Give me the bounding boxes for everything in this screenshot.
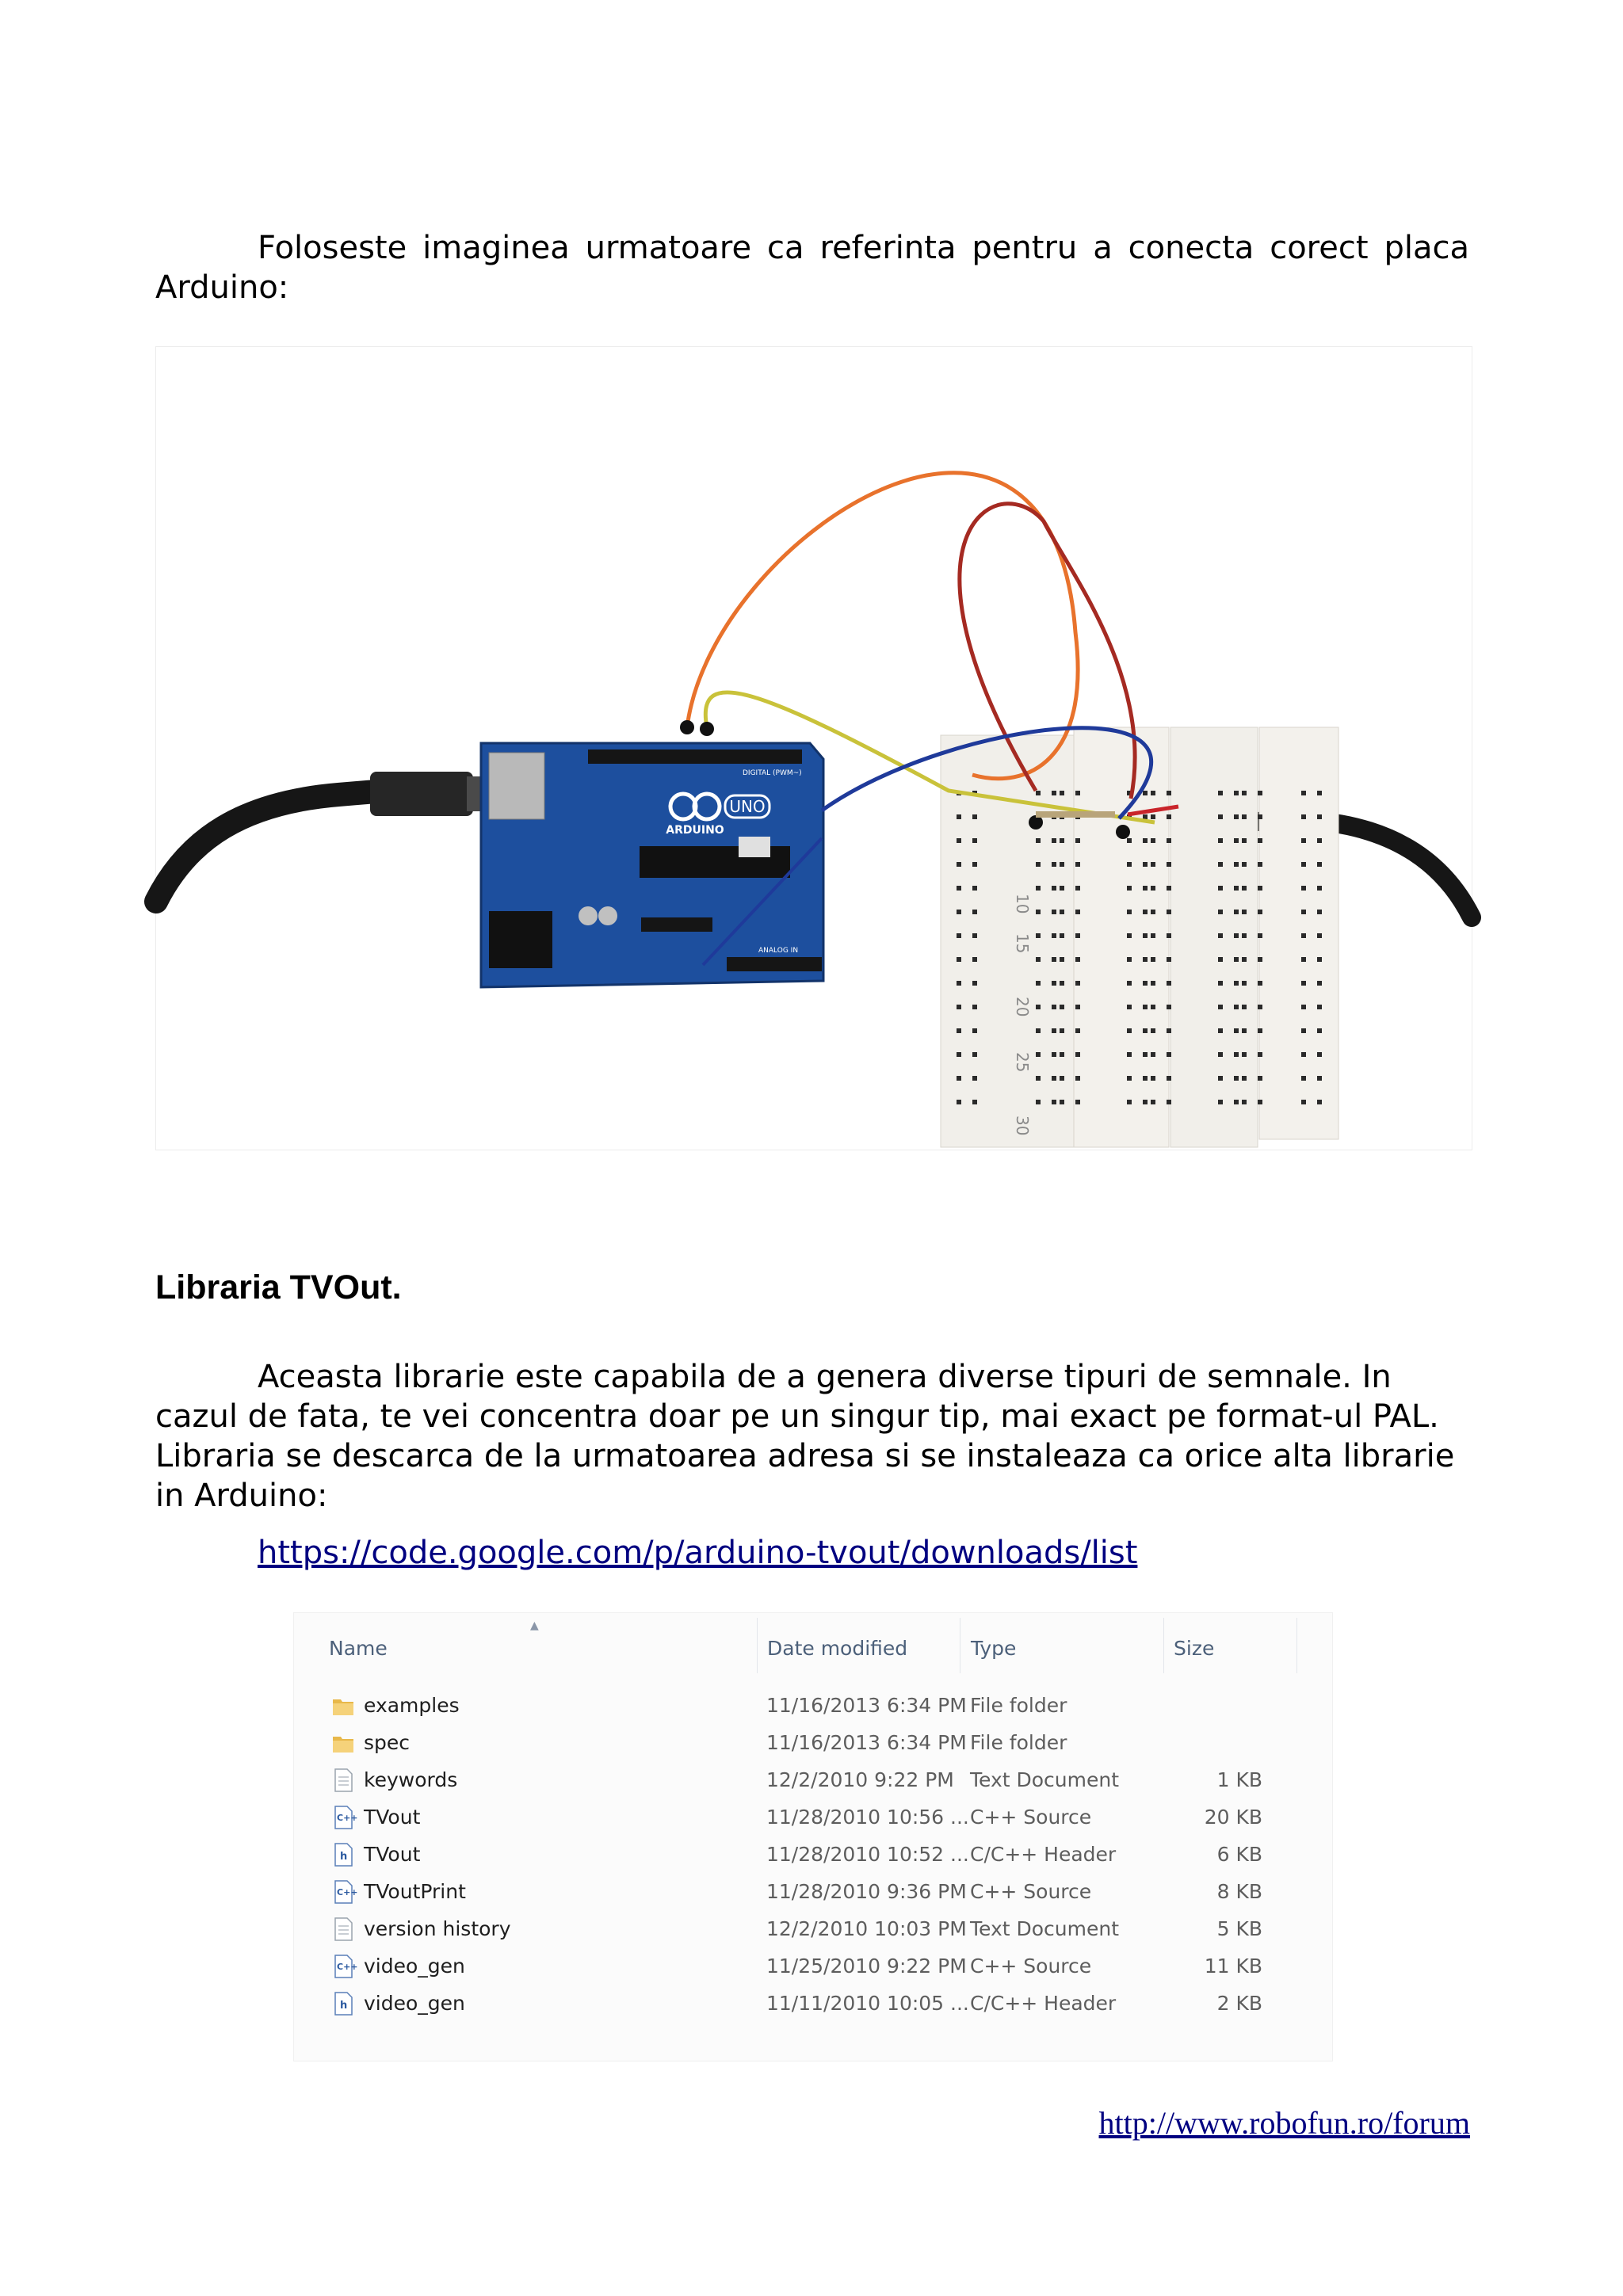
- file-type: File folder: [970, 1694, 1067, 1717]
- file-name: keywords: [364, 1768, 458, 1791]
- header-file-icon: [331, 1842, 355, 1867]
- digital-header-label: DIGITAL (PWM~): [743, 769, 802, 777]
- svg-text:h: h: [340, 1851, 348, 1863]
- sort-ascending-icon: ▲: [530, 1619, 539, 1632]
- file-name: video_gen: [364, 1992, 465, 2015]
- cpp-source-icon: [331, 1879, 358, 1905]
- forum-link[interactable]: http://www.robofun.ro/forum: [1098, 2105, 1470, 2141]
- file-row[interactable]: [294, 1910, 1332, 1947]
- download-link[interactable]: https://code.google.com/p/arduino-tvout/downloads/list: [258, 1535, 1138, 1571]
- text-file-icon: [331, 1768, 355, 1793]
- text-file-icon: [331, 1917, 355, 1942]
- file-type: C/C++ Header: [970, 1992, 1117, 2015]
- file-date: 11/28/2010 10:52 ...: [766, 1843, 969, 1866]
- body-paragraph: Aceasta librarie este capabila de a genera diverse tipuri de semnale. In cazul de fata, te vei concentra doar pe un singur tip, mai exact pe format-ul PAL. Libraria se descarca de la urmatoarea adresa si se instaleaza ca orice alta librarie in Arduino:: [155, 1359, 1455, 1514]
- board-brand-label: ARDUINO: [666, 824, 724, 837]
- file-type: C++ Source: [970, 1955, 1092, 1978]
- file-type: File folder: [970, 1731, 1067, 1754]
- column-header-size[interactable]: Size: [1174, 1637, 1215, 1660]
- file-date: 11/28/2010 9:36 PM: [766, 1880, 967, 1903]
- file-explorer-list: [293, 1612, 1333, 2061]
- file-row[interactable]: [294, 1836, 1332, 1873]
- file-type: Text Document: [970, 1917, 1120, 1940]
- column-header-type[interactable]: Type: [971, 1637, 1017, 1660]
- file-date: 11/28/2010 10:56 ...: [766, 1806, 969, 1829]
- row-number: 25: [1013, 1052, 1032, 1073]
- arduino-board: [481, 743, 823, 987]
- cpp-source-icon: [331, 1954, 358, 1979]
- file-size: 2 KB: [1216, 1992, 1262, 2015]
- column-header-name[interactable]: Name: [329, 1637, 388, 1660]
- row-number: 20: [1013, 997, 1032, 1017]
- file-name: TVoutPrint: [364, 1880, 466, 1903]
- file-name: video_gen: [364, 1955, 465, 1978]
- column-divider[interactable]: [757, 1618, 758, 1673]
- file-row[interactable]: [294, 1798, 1332, 1836]
- file-date: 12/2/2010 10:03 PM: [766, 1917, 967, 1940]
- header-file-icon: [331, 1991, 355, 2016]
- analog-header-label: ANALOG IN: [758, 947, 799, 955]
- file-date: 11/11/2010 10:05 ...: [766, 1992, 969, 2015]
- file-name: version history: [364, 1917, 511, 1940]
- file-type: C++ Source: [970, 1806, 1092, 1829]
- cpp-source-icon: [331, 1805, 358, 1830]
- file-date: 11/16/2013 6:34 PM: [766, 1694, 967, 1717]
- column-divider[interactable]: [1163, 1618, 1164, 1673]
- svg-text:C++: C++: [337, 1887, 358, 1897]
- file-row[interactable]: [294, 1724, 1332, 1761]
- file-type: C/C++ Header: [970, 1843, 1117, 1866]
- file-row[interactable]: [294, 1947, 1332, 1985]
- folder-icon: [331, 1693, 355, 1718]
- intro-paragraph: Foloseste imaginea urmatoare ca referinta pentru a conecta corect placa Arduino:: [155, 230, 1469, 306]
- svg-text:C++: C++: [337, 1962, 358, 1972]
- column-divider[interactable]: [1296, 1618, 1297, 1673]
- section-heading: Libraria TVOut.: [155, 1268, 402, 1306]
- file-size: 20 KB: [1204, 1806, 1262, 1829]
- file-name: TVout: [364, 1806, 421, 1829]
- svg-text:h: h: [340, 2000, 348, 2012]
- file-row[interactable]: [294, 1985, 1332, 2022]
- file-date: 11/16/2013 6:34 PM: [766, 1731, 967, 1754]
- file-date: 11/25/2010 9:22 PM: [766, 1955, 967, 1978]
- file-type: C++ Source: [970, 1880, 1092, 1903]
- file-name: spec: [364, 1731, 411, 1754]
- row-number: 10: [1013, 894, 1032, 914]
- usb-cable: [156, 791, 386, 902]
- usb-plug: [370, 772, 473, 816]
- folder-icon: [331, 1730, 355, 1756]
- file-date: 12/2/2010 9:22 PM: [766, 1768, 954, 1791]
- arduino-wiring-photo: [155, 346, 1472, 1150]
- file-row[interactable]: [294, 1873, 1332, 1910]
- row-number: 15: [1013, 933, 1032, 954]
- file-size: 6 KB: [1216, 1843, 1262, 1866]
- file-size: 11 KB: [1204, 1955, 1262, 1978]
- file-size: 5 KB: [1216, 1917, 1262, 1940]
- file-size: 1 KB: [1216, 1768, 1262, 1791]
- svg-text:C++: C++: [337, 1813, 358, 1823]
- row-number: 30: [1013, 1116, 1032, 1136]
- file-name: TVout: [364, 1843, 421, 1866]
- file-name: examples: [364, 1694, 460, 1717]
- file-row[interactable]: [294, 1687, 1332, 1724]
- board-model-label: UNO: [729, 797, 766, 816]
- file-size: 8 KB: [1216, 1880, 1262, 1903]
- file-type: Text Document: [970, 1768, 1120, 1791]
- file-row[interactable]: [294, 1761, 1332, 1798]
- column-header-date-modified[interactable]: Date modified: [767, 1637, 908, 1660]
